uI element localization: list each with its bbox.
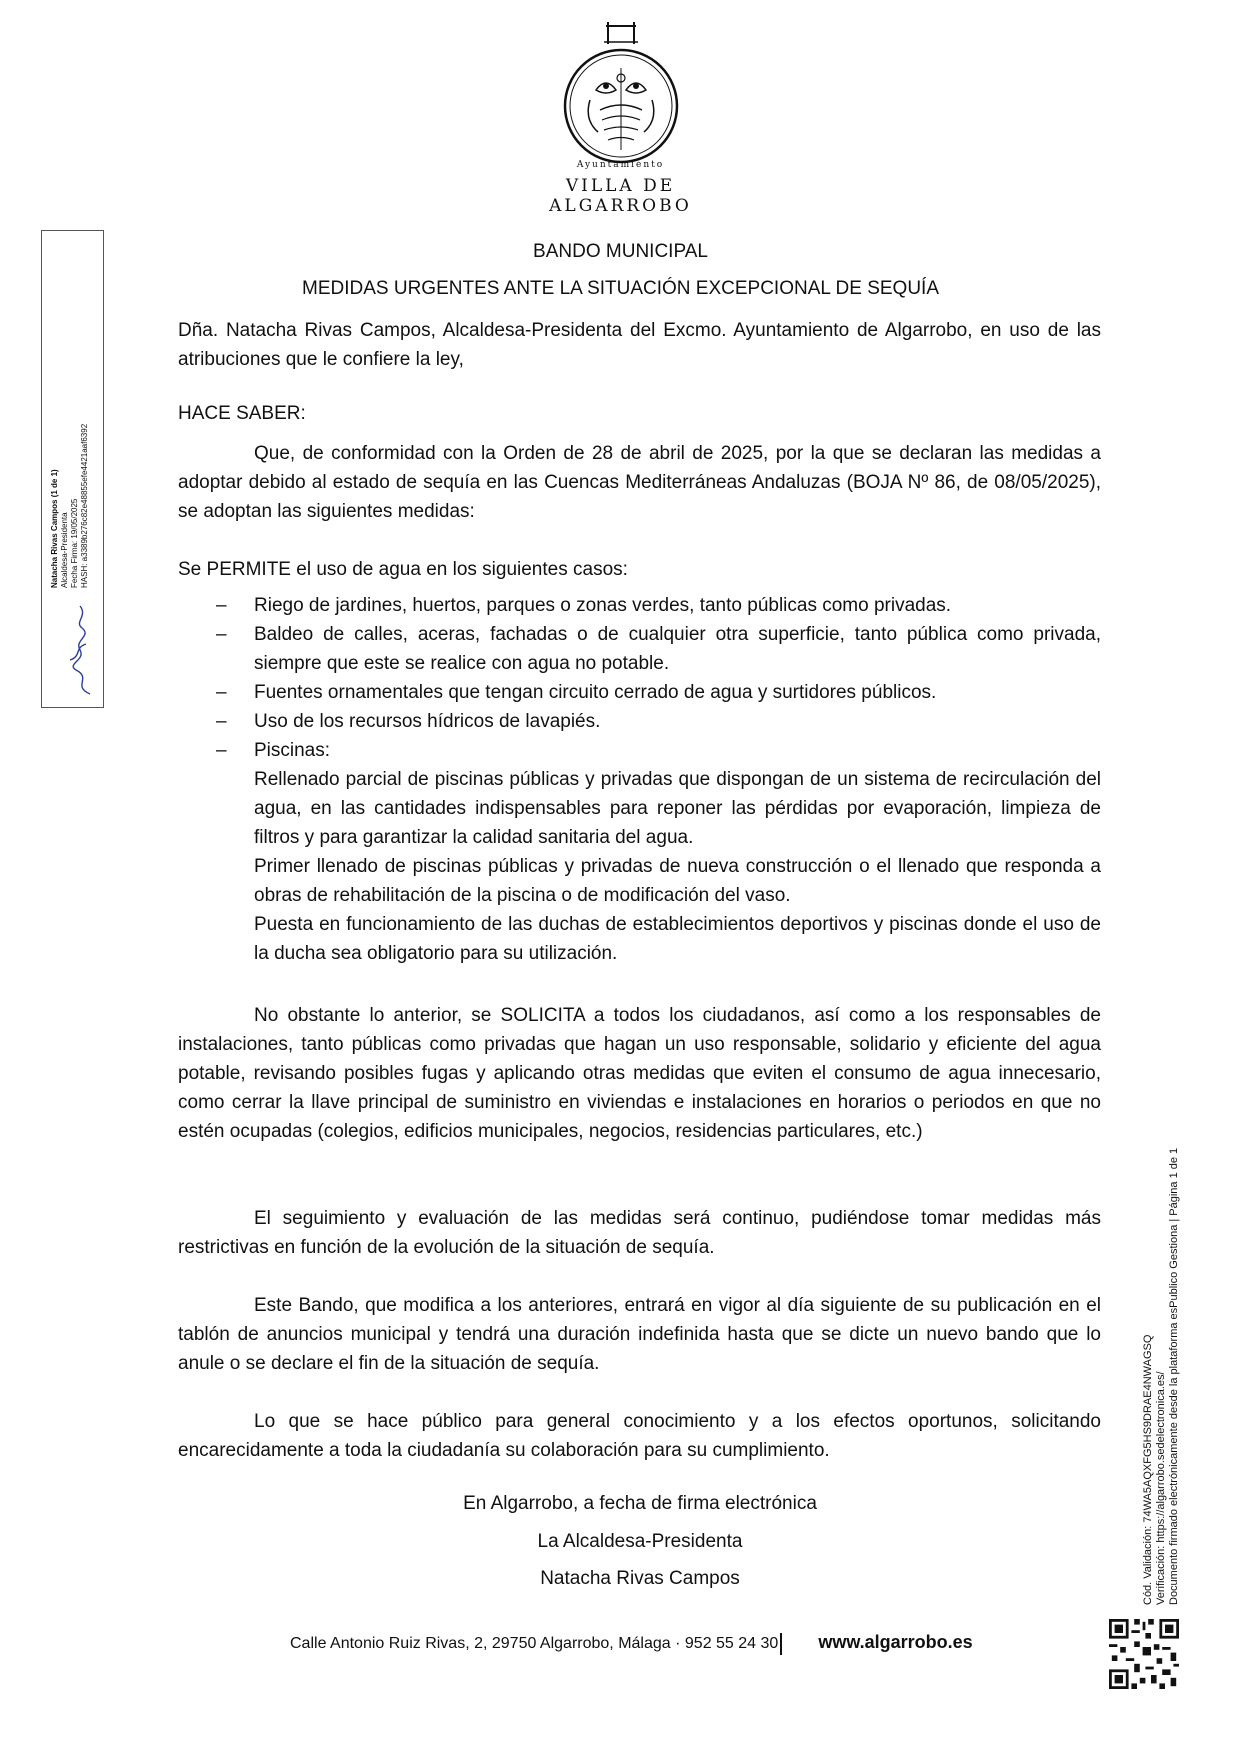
seguimiento-paragraph: El seguimiento y evaluación de las medidas será continuo, pudiéndose tomar medidas más restrictivas en función de la evolución de la situación de sequía. [178, 1208, 1101, 1258]
verification-url: Verificación: https://algarrobo.sedelectronica.es/ [1155, 1371, 1167, 1605]
este-bando-paragraph: Este Bando, que modifica a los anteriores, entrará en vigor al día siguiente de su publicación en el tablón de anuncios municipal y tendrá una duración indefinida hasta que se dicte un nuevo bando que lo anule o se declare el fin de la situación de sequía. [178, 1295, 1101, 1374]
logo-subtitle: Ayuntamiento [576, 160, 665, 170]
logo-title-line2: ALGARROBO [549, 196, 692, 216]
list-item [178, 620, 1101, 678]
coat-of-arms-icon [560, 20, 681, 170]
hace-saber-heading: HACE SABER: [178, 403, 306, 424]
stamp-role: Alcaldesa-Presidenta [60, 512, 69, 588]
list-item-text: Uso de los recursos hídricos de lavapiés. [254, 711, 601, 732]
pool-item: Primer llenado de piscinas públicas y privadas de nueva construcción o el llenado que responda a obras de rehabilitación de la piscina o de modificación del vaso. [254, 856, 1101, 906]
list-item-text: Piscinas: [254, 740, 331, 761]
list-dash: – [216, 740, 227, 761]
signature-role: La Alcaldesa-Presidenta [537, 1531, 743, 1552]
signature-stamp-text [32, 238, 89, 588]
permitted-uses-list [178, 591, 1101, 968]
permite-paragraph: Se PERMITE el uso de agua en los siguientes casos: [178, 559, 628, 580]
no-obstante-paragraph: No obstante lo anterior, se SOLICITA a todos los ciudadanos, así como a los responsables de instalaciones, tanto públicas como privadas que hagan un uso responsable, solidario y eficiente del agua potable, revisando posibles fugas y aplicando otras medidas que eviten el consumo de agua innecesario, como cerrar la llave principal de suministro en viviendas e instalaciones en horarios o periodos en que no estén ocupadas (colegios, edificios municipales, negocios, residencias particulares, etc.) [178, 1005, 1101, 1142]
que-paragraph: Que, de conformidad con la Orden de 28 de abril de 2025, por la que se declaran las medidas a adoptar debido al estado de sequía en las Cuencas Mediterráneas Andaluzas (BOJA Nº 86, de 08/05/2025), se adoptan las siguientes medidas: [178, 443, 1101, 522]
logo-title-line1: VILLA DE [565, 176, 676, 196]
verification-code: Cód. Validación: 74WA5AQXFG5HS9DRAE4NWAGSQ [1142, 1334, 1154, 1605]
signature-name: Natacha Rivas Campos [540, 1568, 740, 1589]
list-item [178, 736, 1101, 968]
footer-website-link[interactable]: www.algarrobo.es [818, 1632, 973, 1652]
list-dash: – [216, 682, 227, 703]
stamp-signer: Natacha Rivas Campos (1 de 1) [50, 469, 59, 588]
handwritten-signature-icon [62, 590, 98, 700]
intro-paragraph: Dña. Natacha Rivas Campos, Alcaldesa-Presidenta del Excmo. Ayuntamiento de Algarrobo, en uso de las atribuciones que le confiere la ley, [178, 320, 1101, 370]
list-item-text: Riego de jardines, huertos, parques o zonas verdes, tanto públicas como privadas. [254, 595, 952, 616]
list-item-text: Baldeo de calles, aceras, fachadas o de cualquier otra superficie, tanto pública como privada, siempre que este se realice con agua no potable. [254, 624, 1101, 674]
list-dash: – [216, 624, 227, 645]
verification-note: Documento firmado electrónicamente desde la plataforma esPublico Gestiona | Página 1 de 1 [1168, 1147, 1180, 1605]
list-item-text: Fuentes ornamentales que tengan circuito cerrado de agua y surtidores públicos. [254, 682, 937, 703]
pool-item: Puesta en funcionamiento de las duchas de establecimientos deportivos y piscinas donde el uso de la ducha sea obligatorio para su utilización. [254, 914, 1101, 964]
footer-address: Calle Antonio Ruiz Rivas, 2, 29750 Algarrobo, Málaga · 952 55 24 30 [290, 1635, 779, 1652]
list-dash: – [216, 711, 227, 732]
list-dash: – [216, 595, 227, 616]
lo-que-paragraph: Lo que se hace público para general conocimiento y a los efectos oportunos, solicitando encarecidamente a toda la ciudadanía su colaboración para su cumplimiento. [178, 1411, 1101, 1461]
verification-text [1136, 1085, 1196, 1605]
list-item [178, 591, 1101, 620]
document-title: MEDIDAS URGENTES ANTE LA SITUACIÓN EXCEPCIONAL DE SEQUÍA [302, 278, 939, 299]
page-footer [290, 1632, 973, 1655]
pool-item: Rellenado parcial de piscinas públicas y privadas que dispongan de un sistema de recirculación del agua, en las cantidades indispensables para reponer las pérdidas por evaporación, limpieza de filtros y para garantizar la calidad sanitaria del agua. [254, 769, 1101, 848]
qr-code-icon [1109, 1619, 1179, 1689]
stamp-date: Fecha Firma: 19/05/2025 [70, 498, 79, 588]
list-item [178, 707, 1101, 736]
stamp-hash: HASH: a3389b276c82e48855efe4421aaf6392 [80, 423, 89, 588]
footer-divider [780, 1633, 782, 1655]
document-label: BANDO MUNICIPAL [533, 241, 708, 262]
list-item [178, 678, 1101, 707]
signature-place: En Algarrobo, a fecha de firma electrónica [463, 1493, 817, 1514]
logo-title [480, 176, 761, 216]
